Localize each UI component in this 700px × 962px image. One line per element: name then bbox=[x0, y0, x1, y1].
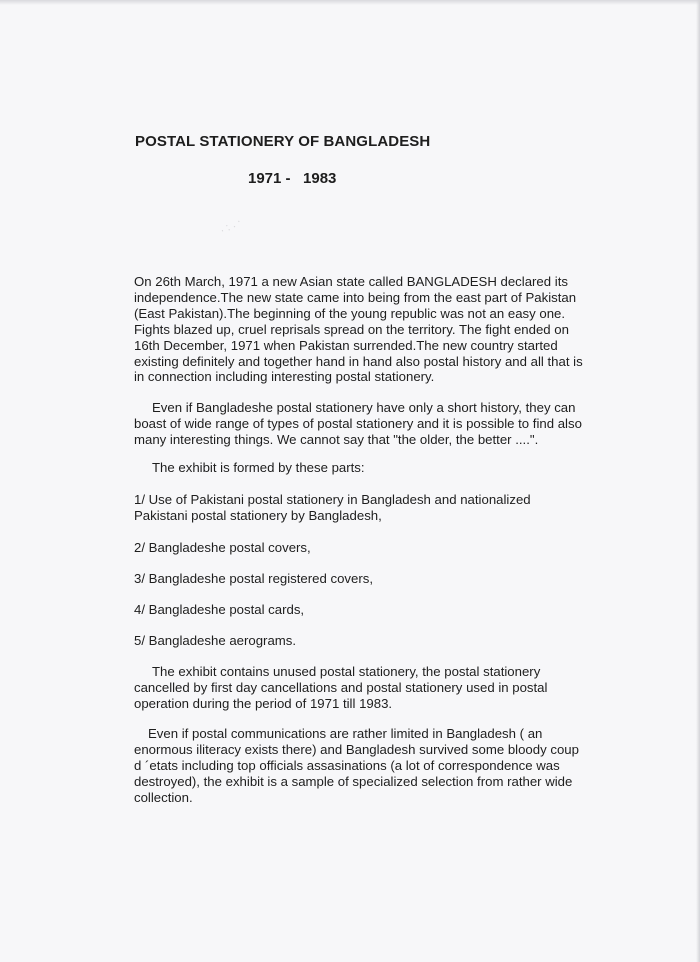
page-edge-shadow bbox=[0, 0, 700, 5]
parts-intro bbox=[134, 460, 614, 476]
text-line: Even if Bangladeshe postal stationery have only a short history, they can bbox=[152, 400, 576, 415]
text-line: 16th December, 1971 when Pakistan surrended.The new country started bbox=[134, 337, 558, 353]
text-line: independence.The new state came into being from the east part of Pakistan bbox=[134, 289, 577, 305]
text-line: On 26th March, 1971 a new Asian state called BANGLADESH declared its bbox=[134, 274, 568, 289]
text-line: 5/ Bangladeshe aerograms. bbox=[134, 633, 297, 648]
text-line: (East Pakistan).The beginning of the young republic was not an easy one. bbox=[134, 305, 566, 321]
page-edge-shadow bbox=[696, 0, 700, 962]
text-line: The exhibit is formed by these parts: bbox=[152, 460, 365, 475]
text-line: destroyed), the exhibit is a sample of specialized selection from rather wide bbox=[134, 773, 573, 789]
part-item-3 bbox=[134, 571, 614, 587]
text-line: collection. bbox=[134, 789, 193, 805]
part-item-1 bbox=[134, 492, 614, 524]
text-line: boast of wide range of types of postal stationery and it is possible to find also bbox=[134, 415, 582, 431]
text-line: many interesting things. We cannot say that "the older, the better ....". bbox=[134, 431, 539, 447]
text-line: Fights blazed up, cruel reprisals spread on the territory. The fight ended on bbox=[134, 321, 569, 337]
faint-mark: · : . · bbox=[217, 215, 244, 237]
part-item-2 bbox=[134, 540, 614, 556]
text-line: The exhibit contains unused postal stationery, the postal stationery bbox=[152, 664, 541, 679]
text-line: operation during the period of 1971 till 1983. bbox=[134, 695, 393, 711]
text-line: enormous iliteracy exists there) and Bangladesh survived some bloody coup bbox=[134, 741, 579, 757]
contents-paragraph bbox=[134, 664, 614, 712]
text-line: in connection including interesting postal stationery. bbox=[134, 369, 435, 385]
text-line: existing definitely and together hand in hand also postal history and all that is bbox=[134, 353, 583, 369]
text-line: Even if postal communications are rather limited in Bangladesh ( an bbox=[148, 726, 543, 741]
closing-paragraph bbox=[134, 726, 614, 806]
history-paragraph bbox=[134, 400, 614, 448]
text-line: 1/ Use of Pakistani postal stationery in Bangladesh and nationalized bbox=[134, 492, 531, 507]
document-title: POSTAL STATIONERY OF BANGLADESH bbox=[135, 133, 431, 150]
text-line: 3/ Bangladeshe postal registered covers, bbox=[134, 571, 373, 586]
part-item-4 bbox=[134, 602, 614, 618]
text-line: cancelled by first day cancellations and postal stationery used in postal bbox=[134, 679, 548, 695]
text-line: Pakistani postal stationery by Bangladesh, bbox=[134, 507, 382, 523]
date-range: 1971 - 1983 bbox=[248, 170, 337, 187]
intro-paragraph bbox=[134, 274, 614, 385]
text-line: d ´etats including top officials assasinations (a lot of correspondence was bbox=[134, 757, 560, 773]
text-line: 2/ Bangladeshe postal covers, bbox=[134, 540, 311, 555]
text-line: 4/ Bangladeshe postal cards, bbox=[134, 602, 305, 617]
part-item-5 bbox=[134, 633, 614, 649]
